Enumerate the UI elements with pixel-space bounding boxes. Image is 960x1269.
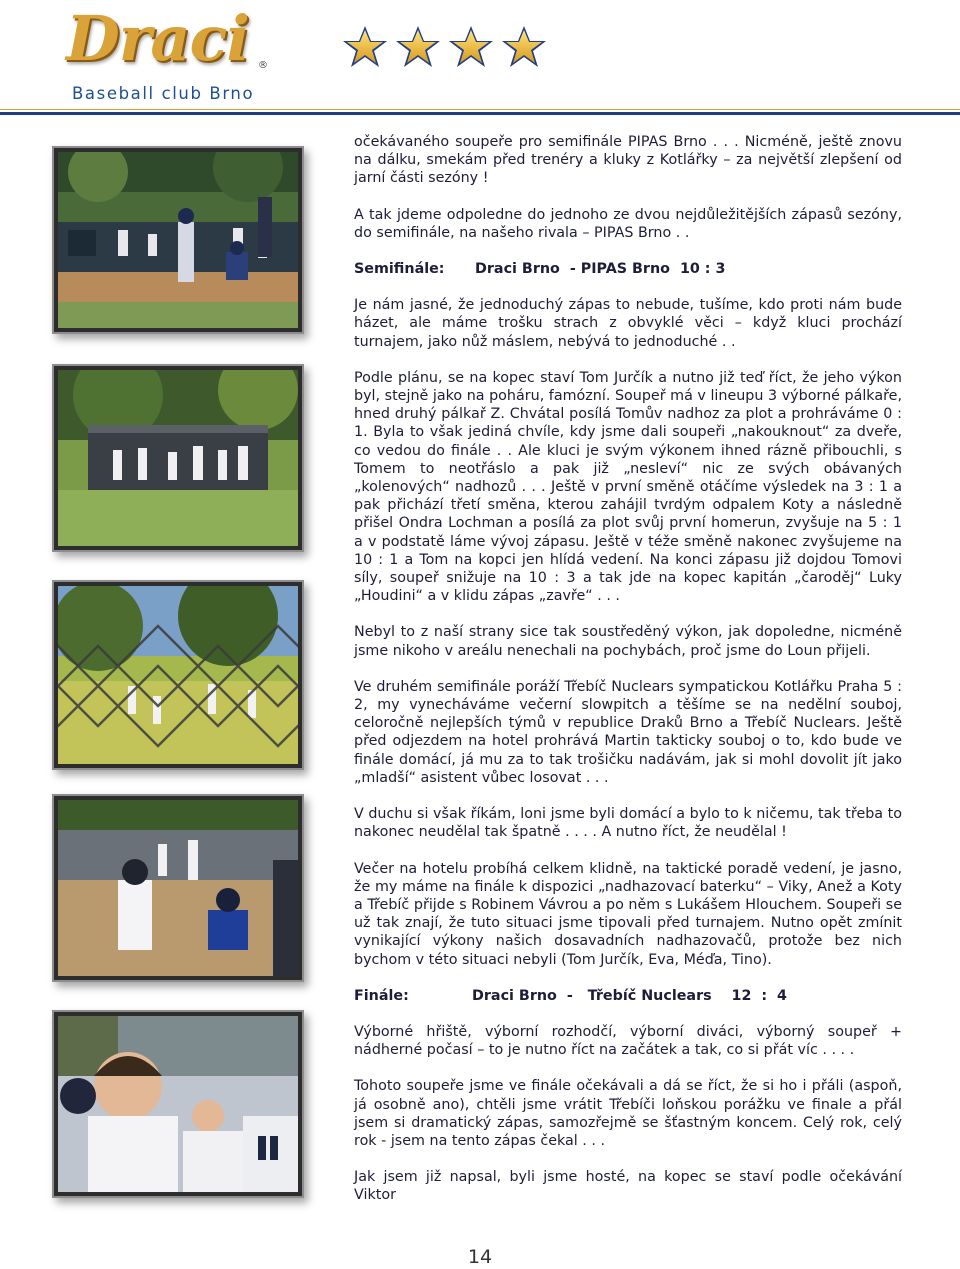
header-rule-gold bbox=[0, 109, 960, 110]
article-paragraph: Podle plánu, se na kopec staví Tom Jurčík a nutno již teď říct, že jeho výkon byl, stejně jako na poháru, famózní. Soupeř má v lineupu 3 výborné pálkaře, hned druhý pálkař Z. Chvátal posílá Tomův nadhoz za plot a prohráváme 0 : 1. Byla to však jediná chvíle, kdy jsme dali soupeři „nakouknout“ za dveře, co vedou do finále . . Ale kluci je svým výkonem ihned rázně přibouchli, s Tomem to neotřáslo a pak již „nesleví“ nic ze svých obávaných „kolenových“ nadhozů . . . Ještě v první směně otáčíme výsledek na 3 : 1 a pak přichází třetí směna, kterou zahájil tvrdým odpalem Koty a následně přišel Ondra Lochman a posílá za plot svůj první homerun, zvyšuje na 5 : 1 a v podstatě láme vývoj zápasu. Ještě v téže směně nakonec zvyšujeme na 10 : 1 a Tom na kopci jen hlídá vedení. Na konci zápasu již dojdou Tomovi síly, soupeř snižuje na 10 : 3 a tak jde na kopec kapitán „čaroděj“ Luky „Houdini“ a v klidu zápas „zavře“ . . . bbox=[354, 369, 902, 605]
photo-field-through-fence bbox=[58, 586, 298, 764]
article-paragraph: Ve druhém semifinále poráží Třebíč Nuclears sympatickou Kotlářku Praha 5 : 2, my vynecháváme večerní slowpitch a těšíme se na nedělní souboj, celoročně nejlepších týmů v republice Draků Brno a Třebíč Nuclears. Ještě před odjezdem na hotel prohrává Martin takticky souboj o to, kdo bude ve finále domácí, já mu za to tak trošičku nadávám, jak si mohl dovolit jít jako „mladší“ asistent vůbec losovat . . . bbox=[354, 678, 902, 786]
club-logo bbox=[66, 2, 276, 103]
star-icon bbox=[343, 26, 387, 67]
article-paragraph: očekávaného soupeře pro semifinále PIPAS Brno . . . Nicméně, ještě znovu na dálku, smekám před trenéry a kluky z Kotlářky – za největší zlepšení od jarní části sezóny ! bbox=[354, 134, 902, 187]
article-paragraph: V duchu si však říkám, loni jsme byli domácí a bylo to k ničemu, tak třeba to nakonec neudělal tak špatně . . . . A nutno říct, že neudělal ! bbox=[354, 806, 902, 841]
article-paragraph: Výborné hřiště, výborní rozhodčí, výborní diváci, výborný soupeř + nádherné počasí – to je nutno říct na začátek a tak, co si přát víc . . . . bbox=[354, 1023, 902, 1059]
article-paragraph: Tohoto soupeře jsme ve finále očekávali a dá se říct, že si ho i přáli (aspoň, já osobně ano), chtěli jsme vrátit Třebíči loňskou porážku ve finale a přál jsem si dramatický zápas, samozřejmě se šťastným koncem. Celý rok, celý rok - jsem na tento zápas čekal . . . bbox=[354, 1078, 902, 1149]
logo-wordmark: Draci bbox=[66, 2, 249, 75]
logo-subtitle: Baseball club Brno bbox=[72, 84, 255, 103]
photo-boys-in-uniforms bbox=[58, 1016, 298, 1192]
article-paragraph: Jak jsem již napsal, byli jsme hosté, na kopec se staví podle očekávání Viktor bbox=[354, 1169, 902, 1204]
registered-mark: ® bbox=[258, 60, 268, 71]
article-paragraph: A tak jdeme odpoledne do jednoho ze dvou nejdůležitějších zápasů sezóny, do semifinále, na našeho rivala – PIPAS Brno . . bbox=[354, 206, 902, 241]
header-rule bbox=[0, 112, 960, 115]
final-label: Finále: bbox=[354, 987, 409, 1004]
star-icon bbox=[502, 26, 546, 67]
page-number: 14 bbox=[467, 1246, 493, 1268]
semifinal-label: Semifinále: bbox=[354, 261, 445, 278]
photo-batter-catcher-closeup bbox=[58, 800, 298, 976]
semifinal-result: Draci Brno - PIPAS Brno 10 : 3 bbox=[475, 261, 726, 278]
article-paragraph: Je nám jasné, že jednoduchý zápas to nebude, tušíme, kdo proti nám bude házet, ale máme trošku strach z obvyklé věci – když kluci prochází turnajem, jako nůž máslem, nebývá to jednoduché . . bbox=[354, 297, 902, 350]
article-body bbox=[354, 133, 902, 1223]
photo-team-dugout bbox=[58, 370, 298, 546]
semifinal-heading bbox=[354, 260, 902, 278]
star-icon bbox=[396, 26, 440, 67]
star-icon bbox=[449, 26, 493, 67]
article-paragraph: Večer na hotelu probíhá celkem klidně, na taktické poradě vedení, je jasno, že my máme na finále k dispozici „nadhazovací baterku“ – Viky, Anež a Koty a Třebíč přijde s Robinem Vávrou a po něm s Lukášem Hlouchem. Soupeři se už tak znají, že tuto situaci jsme tipovali před turnajem. Nutno opět zmínit vynikající výkony našich dosavadních nadhazovačů, protože bez nich bychom v této situaci nebyli (Tom Jurčík, Eva, Méďa, Tino). bbox=[354, 860, 902, 968]
article-paragraph: Nebyl to z naší strany sice tak soustředěný výkon, jak dopoledne, nicméně jsme nikoho v areálu nenechali na pochybách, proč jsme do Loun přijeli. bbox=[354, 624, 902, 659]
photo-batter-at-plate bbox=[58, 152, 298, 328]
final-result: Draci Brno - Třebíč Nuclears 12 : 4 bbox=[472, 987, 788, 1004]
final-heading bbox=[354, 987, 902, 1005]
rating-stars bbox=[340, 22, 552, 72]
